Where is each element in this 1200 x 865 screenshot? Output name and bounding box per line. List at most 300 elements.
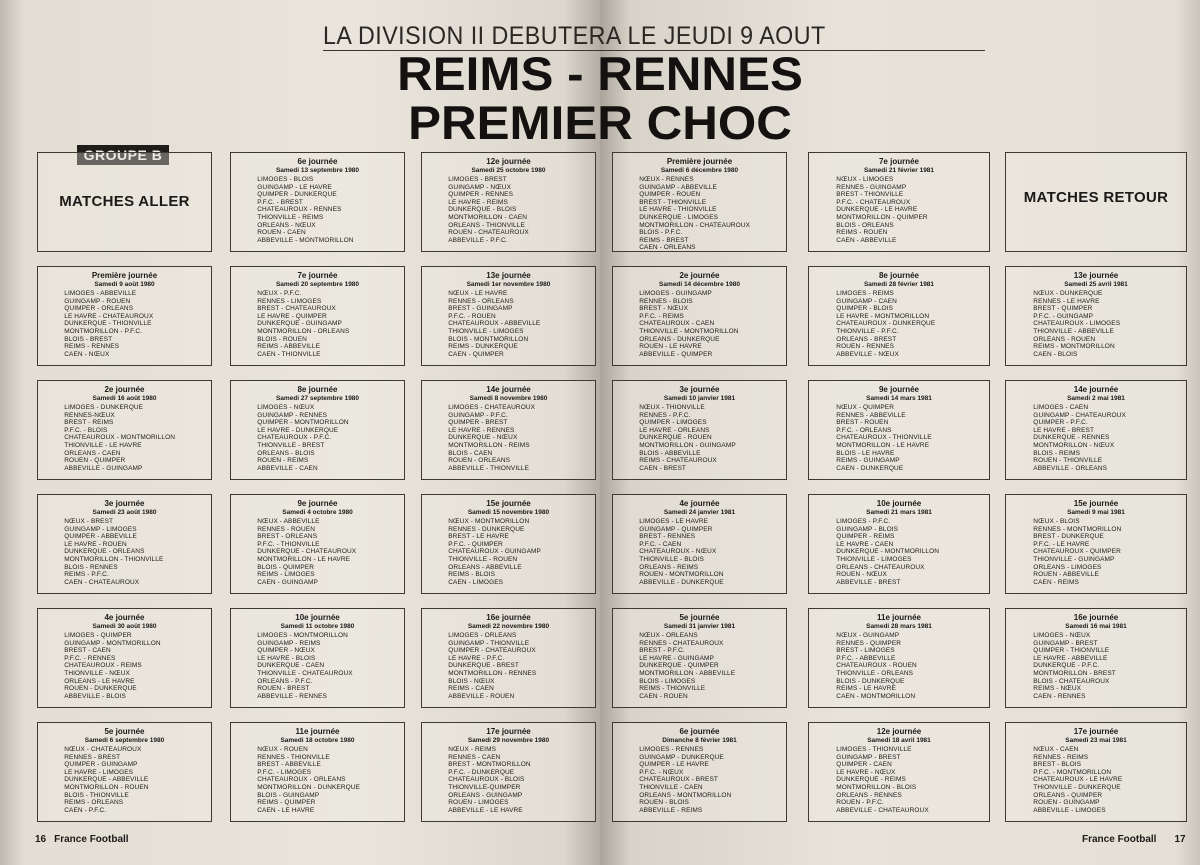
match-line: NŒUX - RENNES (639, 176, 694, 183)
match-line: CHATEAUROUX - RENNES (257, 206, 342, 214)
match-line: RENNES - BLOIS (639, 297, 693, 305)
match-line: ORLEANS - CHATEAUROUX (836, 563, 925, 571)
match-list (231, 746, 404, 814)
match-line: MONTMORILLON - CAEN (448, 213, 528, 221)
match-line: QUIMPER - BLOIS (836, 305, 894, 313)
match-line: DUNKERQUE - MONTMORILLON (836, 548, 940, 556)
match-line: DUNKERQUE - REIMS (836, 776, 906, 784)
journee-title: 13e journée (1073, 271, 1119, 280)
journee-title: 15e journée (486, 499, 531, 508)
journee-box (1005, 608, 1187, 708)
match-line: BREST - ORLEANS (257, 533, 318, 541)
match-line: CHATEAUROUX - LE HAVRE (1033, 776, 1123, 784)
journee-box (612, 380, 787, 480)
match-list (809, 518, 989, 586)
match-line: REIMS - CHATEAUROUX (639, 457, 717, 465)
match-line: CAEN - BREST (639, 464, 686, 472)
match-line: CAEN - RENNES (1033, 692, 1086, 700)
journee-box (612, 722, 787, 822)
journee-title: 16e journée (1073, 613, 1119, 622)
journee-date: Samedi 22 novembre 1980 (467, 623, 550, 630)
page-number-left: 16 (35, 834, 47, 845)
journee-box (230, 722, 405, 822)
match-line: LIMOGES - LE HAVRE (639, 518, 709, 525)
match-line: ROUEN - BREST (257, 685, 310, 693)
journee-date: Samedi 9 août 1980 (94, 281, 155, 288)
journee-box (1005, 266, 1187, 366)
journee-title: Première journée (91, 271, 158, 280)
match-line: QUIMPER - P.F.C. (1033, 419, 1088, 427)
match-line: MONTMORILLON - LE HAVRE (257, 555, 351, 563)
match-line: ORLEANS - BLOIS (257, 449, 315, 457)
journee-date: Samedi 2 mai 1981 (1067, 395, 1125, 402)
match-line: LE HAVRE - NŒUX (836, 768, 896, 776)
match-line: THIONVILLE - LIMOGES (836, 555, 912, 563)
match-line: MONTMORILLON - ABBEVILLE (639, 669, 736, 677)
journee-title: 14e journée (486, 385, 531, 394)
match-line: REIMS - NŒUX (1033, 685, 1082, 693)
match-line: LIMOGES - CHATEAUROUX (448, 404, 536, 411)
match-line: THIONVILLE - BLOIS (639, 555, 704, 563)
journee-date: Samedi 29 novembre 1980 (467, 737, 550, 744)
group-badge: GROUPE B (77, 145, 169, 165)
match-line: QUIMPER - LIMOGES (639, 419, 707, 427)
match-line: LE HAVRE - CAEN (836, 540, 894, 548)
journee-box (230, 608, 405, 708)
journee-box (421, 494, 596, 594)
match-line: CAEN - LIMOGES (448, 578, 504, 586)
match-line: BLOIS - QUIMPER (257, 563, 315, 571)
match-line: ORLEANS - P.F.C. (257, 677, 313, 685)
match-line: THIONVILLE - CHATEAUROUX (257, 669, 353, 677)
journee-title: 17e journée (1073, 727, 1119, 736)
match-line: RENNES - LIMOGES (257, 297, 322, 305)
journee-box (37, 380, 212, 480)
match-line: LE HAVRE - RENNES (448, 426, 515, 434)
match-line: MONTMORILLON - ORLEANS (257, 327, 350, 335)
match-line: REIMS - LIMOGES (257, 571, 315, 579)
match-line: DUNKERQUE - RENNES (1033, 434, 1110, 442)
match-line: ROUEN - CHATEAUROUX (448, 229, 529, 237)
match-list (422, 632, 595, 700)
journee-date: Samedi 6 décembre 1980 (660, 167, 739, 174)
match-line: ABBEVILLE - BREST (836, 578, 901, 586)
match-line: QUIMPER - GUINGAMP (64, 761, 138, 769)
match-line: P.F.C. - THIONVILLE (257, 540, 320, 548)
match-line: ABBEVILLE - RENNES (257, 692, 327, 700)
match-line: CAEN - MONTMORILLON (836, 692, 916, 700)
match-line: THIONVILLE - DUNKERQUE (1033, 783, 1121, 791)
journee-title: 11e journée (295, 727, 340, 736)
match-list (231, 632, 404, 700)
match-line: THIONVILLE - NŒUX (64, 669, 130, 677)
match-line: BREST - MONTMORILLON (448, 761, 531, 769)
match-list (1006, 746, 1186, 814)
match-line: NŒUX - MONTMORILLON (448, 518, 530, 525)
match-line: REIMS - MONTMORILLON (1033, 343, 1115, 351)
journee-box (808, 266, 990, 366)
journee-date: Samedi 14 décembre 1980 (659, 281, 740, 288)
match-line: ABBEVILLE - THIONVILLE (448, 464, 530, 472)
match-line: BLOIS - ABBEVILLE (639, 449, 701, 457)
journee-date: Samedi 25 avril 1981 (1064, 281, 1128, 288)
match-line: ROUEN - MONTMORILLON (639, 571, 724, 579)
match-line: CHATEAUROUX - REIMS (64, 662, 142, 670)
match-line: RENNES - GUINGAMP (836, 183, 907, 191)
journee-date: Samedi 16 mai 1981 (1065, 623, 1127, 630)
journee-date: Samedi 10 janvier 1981 (663, 395, 736, 402)
match-line: DUNKERQUE - GUINGAMP (257, 320, 342, 328)
match-line: QUIMPER - BREST (448, 419, 508, 427)
match-list (422, 518, 595, 586)
match-line: LIMOGES - NŒUX (257, 404, 315, 411)
match-line: P.F.C. - CHATEAUROUX (836, 198, 911, 206)
match-line: GUINGAMP - CAEN (836, 297, 897, 305)
match-line: MONTMORILLON - NŒUX (1033, 441, 1115, 449)
match-list (809, 746, 989, 814)
match-line: ROUEN - NŒUX (836, 571, 887, 579)
match-line: CAEN - ORLEANS (639, 244, 696, 252)
match-line: REIMS - CAEN (448, 685, 494, 693)
match-line: CAEN - NŒUX (64, 350, 110, 358)
match-list (38, 290, 211, 358)
matches-aller-box (37, 152, 212, 252)
match-line: RENNES - REIMS (1033, 753, 1089, 761)
journee-title: 14e journée (1073, 385, 1119, 394)
match-line: P.F.C. - ABBEVILLE (836, 654, 896, 662)
match-line: P.F.C. - DUNKERQUE (448, 768, 515, 776)
match-line: P.F.C. - BLOIS (64, 426, 108, 434)
journee-title: 6e journée (679, 727, 720, 736)
journee-title: Première journée (666, 157, 733, 166)
match-line: NŒUX - QUIMPER (836, 404, 895, 411)
match-line: MONTMORILLON - GUINGAMP (639, 441, 736, 449)
journee-box (808, 380, 990, 480)
match-line: QUIMPER - CHATEAUROUX (448, 647, 536, 655)
match-line: BREST - BLOIS (1033, 761, 1082, 769)
journee-title: 7e journée (878, 157, 919, 166)
journee-date: Samedi 23 août 1980 (92, 509, 157, 516)
match-line: GUINGAMP - LIMOGES (64, 525, 137, 533)
journee-date: Samedi 14 mars 1981 (866, 395, 932, 402)
match-line: BREST - ABBEVILLE (257, 761, 321, 769)
match-line: QUIMPER - ABBEVILLE (64, 533, 137, 541)
match-line: CAEN - LE HAVRE (257, 806, 315, 814)
match-line: MONTMORILLON - THIONVILLE (64, 555, 164, 563)
match-line: ABBEVILLE - ROUEN (448, 692, 515, 700)
match-line: MONTMORILLON - BREST (1033, 669, 1116, 677)
journee-box (37, 266, 212, 366)
match-line: LE HAVRE - QUIMPER (257, 312, 327, 320)
match-line: QUIMPER - DUNKERQUE (257, 191, 337, 199)
journee-title: 9e journée (297, 499, 338, 508)
match-line: RENNES - ORLEANS (448, 297, 514, 305)
match-line: DUNKERQUE - NŒUX (448, 434, 518, 442)
journee-date: Samedi 18 avril 1981 (867, 737, 931, 744)
journee-box (37, 722, 212, 822)
match-line: BREST - QUIMPER (1033, 305, 1093, 313)
match-line: NŒUX - GUINGAMP (836, 632, 900, 639)
match-line: ORLEANS - RENNES (836, 791, 902, 799)
match-line: ABBEVILLE - QUIMPER (639, 350, 713, 358)
match-list (422, 404, 595, 472)
match-line: ORLEANS - MONTMORILLON (639, 791, 732, 799)
match-line: BLOIS - ORLEANS (836, 221, 894, 229)
match-line: DUNKERQUE - ABBEVILLE (64, 776, 149, 784)
match-line: RENNES - MONTMORILLON (1033, 525, 1122, 533)
match-line: LE HAVRE - GUINGAMP (639, 654, 714, 662)
match-line: GUINGAMP - REIMS (257, 639, 321, 647)
match-line: CHATEAUROUX - CAEN (639, 320, 715, 328)
match-line: CAEN - BLOIS (1033, 350, 1078, 358)
match-line: ABBEVILLE - DUNKERQUE (639, 578, 724, 586)
journee-box (421, 608, 596, 708)
match-list (231, 290, 404, 358)
match-line: CAEN - QUIMPER (448, 350, 504, 358)
match-line: REIMS - P.F.C. (64, 571, 109, 579)
journee-date: Samedi 21 mars 1981 (866, 509, 932, 516)
match-line: DUNKERQUE - THIONVILLE (64, 320, 152, 328)
journee-date: Samedi 24 janvier 1981 (663, 509, 736, 516)
match-line: BLOIS - NŒUX (448, 677, 495, 685)
match-line: ABBEVILLE - BLOIS (64, 692, 126, 700)
match-line: ROUEN - LIMOGES (448, 799, 509, 807)
match-line: LIMOGES - P.F.C. (836, 518, 891, 525)
match-line: BREST - CAEN (64, 647, 111, 655)
match-list (1006, 404, 1186, 472)
match-line: ORLEANS - ROUEN (1033, 335, 1096, 343)
journee-box (230, 494, 405, 594)
match-line: DUNKERQUE - P.F.C. (1033, 662, 1100, 670)
match-line: GUINGAMP - BREST (1033, 639, 1098, 647)
match-line: THIONVILLE - ORLEANS (836, 669, 914, 677)
match-list (1006, 518, 1186, 586)
match-line: NŒUX - CHATEAUROUX (64, 746, 142, 753)
match-line: DUNKERQUE - QUIMPER (639, 662, 719, 670)
match-line: NŒUX - CAEN (1033, 746, 1079, 753)
match-line: ABBEVILLE - LIMOGES (1033, 806, 1106, 814)
match-line: MONTMORILLON - RENNES (448, 669, 537, 677)
journee-box (612, 266, 787, 366)
match-line: ORLEANS - GUINGAMP (448, 791, 523, 799)
match-line: P.F.C. - RENNES (64, 654, 116, 662)
match-line: ORLEANS - LIMOGES (1033, 563, 1102, 571)
match-line: LIMOGES - GUINGAMP (639, 290, 712, 297)
match-line: BLOIS - P.F.C. (639, 229, 683, 237)
journee-box (612, 494, 787, 594)
match-list (1006, 290, 1186, 358)
match-line: ORLEANS - LE HAVRE (64, 677, 135, 685)
match-line: QUIMPER - REIMS (836, 533, 895, 541)
journee-title: 5e journée (679, 613, 720, 622)
match-line: LE HAVRE - BLOIS (257, 654, 316, 662)
match-line: ORLEANS - REIMS (639, 563, 699, 571)
match-list (613, 404, 786, 472)
page-number-right: 17 (1174, 834, 1186, 845)
match-line: BLOIS - LIMOGES (639, 677, 696, 685)
match-list (613, 746, 786, 814)
journee-date: Samedi 31 janvier 1981 (663, 623, 736, 630)
match-line: ROUEN - QUIMPER (64, 457, 126, 465)
journee-title: 8e journée (878, 271, 919, 280)
match-line: LIMOGES - MONTMORILLON (257, 632, 348, 639)
match-line: MONTMORILLON - ROUEN (64, 783, 149, 791)
journee-box (230, 152, 405, 252)
match-list (231, 518, 404, 586)
match-line: THIONVILLE - CAEN (639, 783, 703, 791)
match-line: BREST - P.F.C. (639, 647, 685, 655)
journee-date: Samedi 4 octobre 1980 (282, 509, 353, 516)
match-line: LIMOGES - ABBEVILLE (64, 290, 137, 297)
matches-retour-label: MATCHES RETOUR (1023, 189, 1169, 206)
match-line: NŒUX - DUNKERQUE (1033, 290, 1103, 297)
match-line: MONTMORILLON - LE HAVRE (836, 441, 930, 449)
match-line: RENNES - BREST (64, 753, 121, 761)
match-list (613, 632, 786, 700)
match-line: CAEN - CHATEAUROUX (64, 578, 140, 586)
match-line: BLOIS - RENNES (64, 563, 118, 571)
match-line: CHATEAUROUX - MONTMORILLON (64, 434, 176, 442)
match-line: NŒUX - THIONVILLE (639, 404, 705, 411)
match-line: BREST - ROUEN (836, 419, 889, 427)
journee-date: Samedi 23 mai 1981 (1065, 737, 1127, 744)
match-line: ROUEN - ORLEANS (448, 457, 511, 465)
match-line: REIMS - BLOIS (448, 571, 496, 579)
journee-box (421, 722, 596, 822)
match-line: GUINGAMP - NŒUX (448, 183, 512, 191)
match-line: P.F.C. - MONTMORILLON (1033, 768, 1112, 776)
journee-title: 7e journée (297, 271, 338, 280)
match-line: CHATEAUROUX - ROUEN (836, 662, 917, 670)
match-list (613, 518, 786, 586)
match-line: ABBEVILLE - MONTMORILLON (257, 236, 354, 244)
journee-date: Dimanche 8 février 1981 (662, 737, 737, 744)
match-line: GUINGAMP - P.F.C. (448, 411, 508, 419)
journee-date: Samedi 21 février 1981 (863, 167, 935, 174)
headline-kicker: LA DIVISION II DEBUTERA LE JEUDI 9 AOUT (323, 22, 826, 50)
match-line: ROUEN - ABBEVILLE (1033, 571, 1099, 579)
match-line: RENNES - P.F.C. (639, 411, 691, 419)
match-list (231, 176, 404, 244)
journee-title: 12e journée (876, 727, 922, 736)
match-line: ABBEVILLE - LE HAVRE (448, 806, 523, 814)
journee-box (612, 152, 787, 252)
journee-title: 12e journée (486, 157, 531, 166)
match-line: GUINGAMP - DUNKERQUE (639, 753, 724, 761)
journee-box (612, 608, 787, 708)
match-line: ROUEN - RENNES (836, 343, 895, 351)
journee-title: 11e journée (876, 613, 922, 622)
match-line: BREST - RENNES (639, 533, 696, 541)
journee-title: 16e journée (486, 613, 531, 622)
match-line: BREST - LIMOGES (836, 647, 895, 655)
journee-box (1005, 380, 1187, 480)
journee-box (230, 266, 405, 366)
match-line: P.F.C. - LIMOGES (257, 768, 312, 776)
match-line: LIMOGES - QUIMPER (64, 632, 132, 639)
match-line: GUINGAMP - BREST (836, 753, 901, 761)
match-line: RENNES - THIONVILLE (257, 753, 330, 761)
journee-title: 10e journée (295, 613, 340, 622)
match-line: GUINGAMP - BLOIS (836, 525, 899, 533)
footer-right (1082, 834, 1186, 845)
journee-title: 3e journée (104, 499, 145, 508)
match-line: CAEN - ROUEN (639, 692, 688, 700)
match-line: MONTMORILLON - REIMS (448, 441, 530, 449)
journee-box (421, 380, 596, 480)
match-line: BLOIS - CAEN (448, 449, 493, 457)
match-line: CHATEAUROUX - BLOIS (448, 776, 525, 784)
match-line: CAEN - DUNKERQUE (836, 464, 904, 472)
match-line: GUINGAMP - CHATEAUROUX (1033, 411, 1126, 419)
match-line: BREST - REIMS (64, 419, 114, 427)
match-line: BREST - DUNKERQUE (1033, 533, 1104, 541)
match-line: LIMOGES - NŒUX (1033, 632, 1091, 639)
match-line: QUIMPER - ROUEN (639, 191, 701, 199)
match-line: NŒUX - P.F.C. (257, 290, 302, 297)
match-line: CHATEAUROUX - ABBEVILLE (448, 320, 541, 328)
journee-date: Samedi 16 août 1980 (92, 395, 157, 402)
match-line: ABBEVILLE - CHATEAUROUX (836, 806, 929, 814)
match-line: P.F.C. - ORLEANS (836, 426, 892, 434)
match-line: LIMOGES - ORLEANS (448, 632, 517, 639)
match-line: ORLEANS - NŒUX (257, 221, 316, 229)
match-list (422, 290, 595, 358)
match-line: REIMS - DUNKERQUE (448, 343, 518, 351)
journee-box (1005, 494, 1187, 594)
match-line: GUINGAMP - THIONVILLE (448, 639, 530, 647)
match-list (809, 290, 989, 358)
match-line: CHATEAUROUX - GUINGAMP (448, 548, 541, 556)
match-line: DUNKERQUE - ROUEN (639, 434, 712, 442)
journee-title: 4e journée (679, 499, 720, 508)
journee-date: Samedi 6 septembre 1980 (84, 737, 165, 744)
match-line: LIMOGES - CAEN (1033, 404, 1089, 411)
match-line: LE HAVRE - CHATEAUROUX (64, 312, 154, 320)
match-line: REIMS - BREST (639, 236, 689, 244)
match-line: DUNKERQUE - ORLEANS (64, 548, 145, 556)
match-line: LIMOGES - BLOIS (257, 176, 314, 183)
match-line: QUIMPER - MONTMORILLON (257, 419, 349, 427)
journee-box (808, 494, 990, 594)
journee-box (37, 608, 212, 708)
match-line: P.F.C. - REIMS (639, 312, 684, 320)
match-line: QUIMPER - THIONVILLE (1033, 647, 1110, 655)
journee-title: 17e journée (486, 727, 531, 736)
match-line: BLOIS - CHATEAUROUX (1033, 677, 1110, 685)
match-line: BLOIS - REIMS (1033, 449, 1081, 457)
match-line: NŒUX - REIMS (448, 746, 497, 753)
match-line: RENNES - ROUEN (257, 525, 315, 533)
journee-box (421, 266, 596, 366)
journee-date: Samedi 13 septembre 1980 (275, 167, 360, 174)
journee-date: Samedi 9 mai 1981 (1067, 509, 1125, 516)
match-line: ABBEVILLE - ORLEANS (1033, 464, 1108, 472)
footer-left (35, 834, 129, 845)
match-line: CAEN - ABBEVILLE (836, 236, 897, 244)
match-line: CHATEAUROUX - BREST (639, 776, 718, 784)
magazine-name-right: France Football (1082, 834, 1157, 845)
match-line: LE HAVRE - MONTMORILLON (836, 312, 930, 320)
match-line: MONTMORILLON - BLOIS (836, 783, 917, 791)
journee-title: 6e journée (297, 157, 338, 166)
match-line: DUNKERQUE - CHATEAUROUX (257, 548, 357, 556)
match-line: GUINGAMP - LE HAVRE (257, 183, 332, 191)
match-line: ROUEN - BLOIS (639, 799, 689, 807)
match-line: REIMS - QUIMPER (257, 799, 316, 807)
match-line: CHATEAUROUX - LIMOGES (1033, 320, 1121, 328)
journee-date: Samedi 1er novembre 1980 (466, 281, 551, 288)
